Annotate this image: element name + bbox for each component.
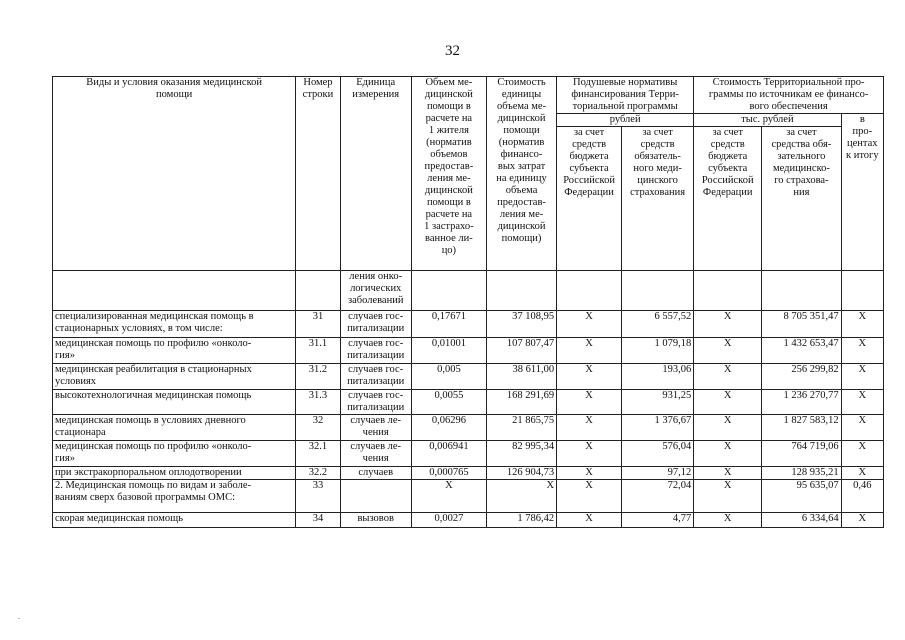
row-budget-2: X xyxy=(694,467,762,480)
row-percent: X xyxy=(841,513,883,528)
continuation-cell xyxy=(557,271,622,311)
table-row xyxy=(53,415,884,441)
row-name: специализированная медицинская помощь в стационарных условиях, в том числе: xyxy=(53,311,296,338)
row-name: скорая медицинская помощь xyxy=(53,513,296,528)
row-budget: X xyxy=(557,364,622,390)
row-oms: 1 376,67 xyxy=(622,415,694,441)
continuation-unit: ления онко- логических заболеваний xyxy=(340,271,411,311)
row-oms: 97,12 xyxy=(622,467,694,480)
row-volume: X xyxy=(411,480,486,513)
continuation-cell xyxy=(841,271,883,311)
row-percent: X xyxy=(841,467,883,480)
row-unit-cost: 38 611,00 xyxy=(487,364,557,390)
row-percent: X xyxy=(841,364,883,390)
row-unit: случаев гос- питализации xyxy=(340,390,411,415)
row-unit: случаев xyxy=(340,467,411,480)
row-unit-cost: 1 786,42 xyxy=(487,513,557,528)
row-oms-2: 764 719,06 xyxy=(762,441,841,467)
row-name: 2. Медицинская помощь по видам и заболе- ваниям сверх базовой программы ОМС: xyxy=(53,480,296,513)
row-percent: X xyxy=(841,390,883,415)
row-unit: случаев ле- чения xyxy=(340,441,411,467)
tariff-table xyxy=(52,76,884,528)
row-budget: X xyxy=(557,467,622,480)
header-oms-2: за счет средства обя- зательного медицинско- го страхова- ния xyxy=(762,127,841,271)
header-rubles: рублей xyxy=(557,114,694,127)
row-unit-cost: 107 807,47 xyxy=(487,338,557,364)
row-oms-2: 256 299,82 xyxy=(762,364,841,390)
row-number: 34 xyxy=(296,513,340,528)
table-row xyxy=(53,311,884,338)
row-percent: X xyxy=(841,338,883,364)
row-number: 31.2 xyxy=(296,364,340,390)
row-oms: 4,77 xyxy=(622,513,694,528)
row-oms-2: 1 432 653,47 xyxy=(762,338,841,364)
continuation-cell xyxy=(487,271,557,311)
scan-dot: . xyxy=(18,612,20,621)
row-oms: 6 557,52 xyxy=(622,311,694,338)
header-unit: Единица измерения xyxy=(340,77,411,271)
row-oms-2: 128 935,21 xyxy=(762,467,841,480)
row-unit-cost: 37 108,95 xyxy=(487,311,557,338)
header-budget: за счет средств бюджета субъекта Российской Федерации xyxy=(557,127,622,271)
row-budget: X xyxy=(557,480,622,513)
row-volume: 0,06296 xyxy=(411,415,486,441)
row-number: 32 xyxy=(296,415,340,441)
header-program-cost-group: Стоимость Территориальной про- граммы по источникам ее финансо- вого обеспечения xyxy=(694,77,884,114)
row-name: медицинская помощь в условиях дневного стационара xyxy=(53,415,296,441)
table-row xyxy=(53,441,884,467)
row-number: 33 xyxy=(296,480,340,513)
row-oms: 931,25 xyxy=(622,390,694,415)
row-oms-2: 1 236 270,77 xyxy=(762,390,841,415)
row-number: 32.2 xyxy=(296,467,340,480)
row-oms-2: 6 334,64 xyxy=(762,513,841,528)
row-oms: 193,06 xyxy=(622,364,694,390)
row-volume: 0,0055 xyxy=(411,390,486,415)
header-unit-cost: Стоимость единицы объема ме- дицинской помощи (норматив финансо- вых затрат на единицу объема предостав- ления ме- дицинской помощи) xyxy=(487,77,557,271)
table-row xyxy=(53,467,884,480)
row-budget-2: X xyxy=(694,441,762,467)
row-name: высокотехнологичная медицинская помощь xyxy=(53,390,296,415)
row-number: 32.1 xyxy=(296,441,340,467)
table-row xyxy=(53,513,884,528)
row-percent: 0,46 xyxy=(841,480,883,513)
row-volume: 0,000765 xyxy=(411,467,486,480)
row-budget-2: X xyxy=(694,338,762,364)
row-oms: 1 079,18 xyxy=(622,338,694,364)
header-types: Виды и условия оказания медицинской помощи xyxy=(53,77,296,271)
continuation-cell xyxy=(296,271,340,311)
row-volume: 0,005 xyxy=(411,364,486,390)
continuation-cell xyxy=(622,271,694,311)
row-volume: 0,01001 xyxy=(411,338,486,364)
header-budget-2: за счет средств бюджета субъекта Российской Федерации xyxy=(694,127,762,271)
row-number: 31.1 xyxy=(296,338,340,364)
row-percent: X xyxy=(841,415,883,441)
header-percent: в про- центах к итогу xyxy=(841,114,883,271)
row-unit-cost: 168 291,69 xyxy=(487,390,557,415)
continuation-cell xyxy=(53,271,296,311)
row-unit: вызовов xyxy=(340,513,411,528)
row-unit: случаев гос- питализации xyxy=(340,338,411,364)
row-name: медицинская реабилитация в стационарных условиях xyxy=(53,364,296,390)
row-name: медицинская помощь по профилю «онколо- гия» xyxy=(53,338,296,364)
row-number: 31 xyxy=(296,311,340,338)
row-unit: случаев ле- чения xyxy=(340,415,411,441)
row-budget-2: X xyxy=(694,513,762,528)
header-oms: за счет средств обязатель- ного меди- цинского страхования xyxy=(622,127,694,271)
continuation-cell xyxy=(411,271,486,311)
header-row-number: Номер строки xyxy=(296,77,340,271)
row-oms: 72,04 xyxy=(622,480,694,513)
row-budget: X xyxy=(557,390,622,415)
continuation-cell xyxy=(694,271,762,311)
row-oms: 576,04 xyxy=(622,441,694,467)
header-per-capita-group: Подушевые нормативы финансирования Терри- ториальной программы xyxy=(557,77,694,114)
row-budget: X xyxy=(557,441,622,467)
row-oms-2: 1 827 583,12 xyxy=(762,415,841,441)
row-unit-cost: 82 995,34 xyxy=(487,441,557,467)
row-percent: X xyxy=(841,311,883,338)
continuation-cell xyxy=(762,271,841,311)
table-row xyxy=(53,480,884,513)
row-volume: 0,0027 xyxy=(411,513,486,528)
page-number: 32 xyxy=(445,43,460,59)
row-budget-2: X xyxy=(694,311,762,338)
row-number: 31.3 xyxy=(296,390,340,415)
table-row xyxy=(53,364,884,390)
row-oms-2: 95 635,07 xyxy=(762,480,841,513)
row-unit-cost: 21 865,75 xyxy=(487,415,557,441)
header-volume: Объем ме- дицинской помощи в расчете на 1 жителя (норматив объемов предостав- ления ме- дицинской помощи в расчете на 1 застрахо- ванное ли- цо) xyxy=(411,77,486,271)
row-budget: X xyxy=(557,311,622,338)
row-budget-2: X xyxy=(694,364,762,390)
row-budget-2: X xyxy=(694,480,762,513)
table-row xyxy=(53,390,884,415)
row-unit: случаев гос- питализации xyxy=(340,364,411,390)
row-unit xyxy=(340,480,411,513)
row-unit-cost: X xyxy=(487,480,557,513)
row-name: медицинская помощь по профилю «онколо- гия» xyxy=(53,441,296,467)
row-unit-cost: 126 904,73 xyxy=(487,467,557,480)
row-oms-2: 8 705 351,47 xyxy=(762,311,841,338)
table-row xyxy=(53,338,884,364)
row-unit: случаев гос- питализации xyxy=(340,311,411,338)
row-volume: 0,17671 xyxy=(411,311,486,338)
row-budget: X xyxy=(557,338,622,364)
row-volume: 0,006941 xyxy=(411,441,486,467)
row-name: при экстракорпоральном оплодотворении xyxy=(53,467,296,480)
row-budget: X xyxy=(557,415,622,441)
header-thousand-rubles: тыс. рублей xyxy=(694,114,841,127)
row-percent: X xyxy=(841,441,883,467)
row-budget-2: X xyxy=(694,415,762,441)
row-budget-2: X xyxy=(694,390,762,415)
row-budget: X xyxy=(557,513,622,528)
